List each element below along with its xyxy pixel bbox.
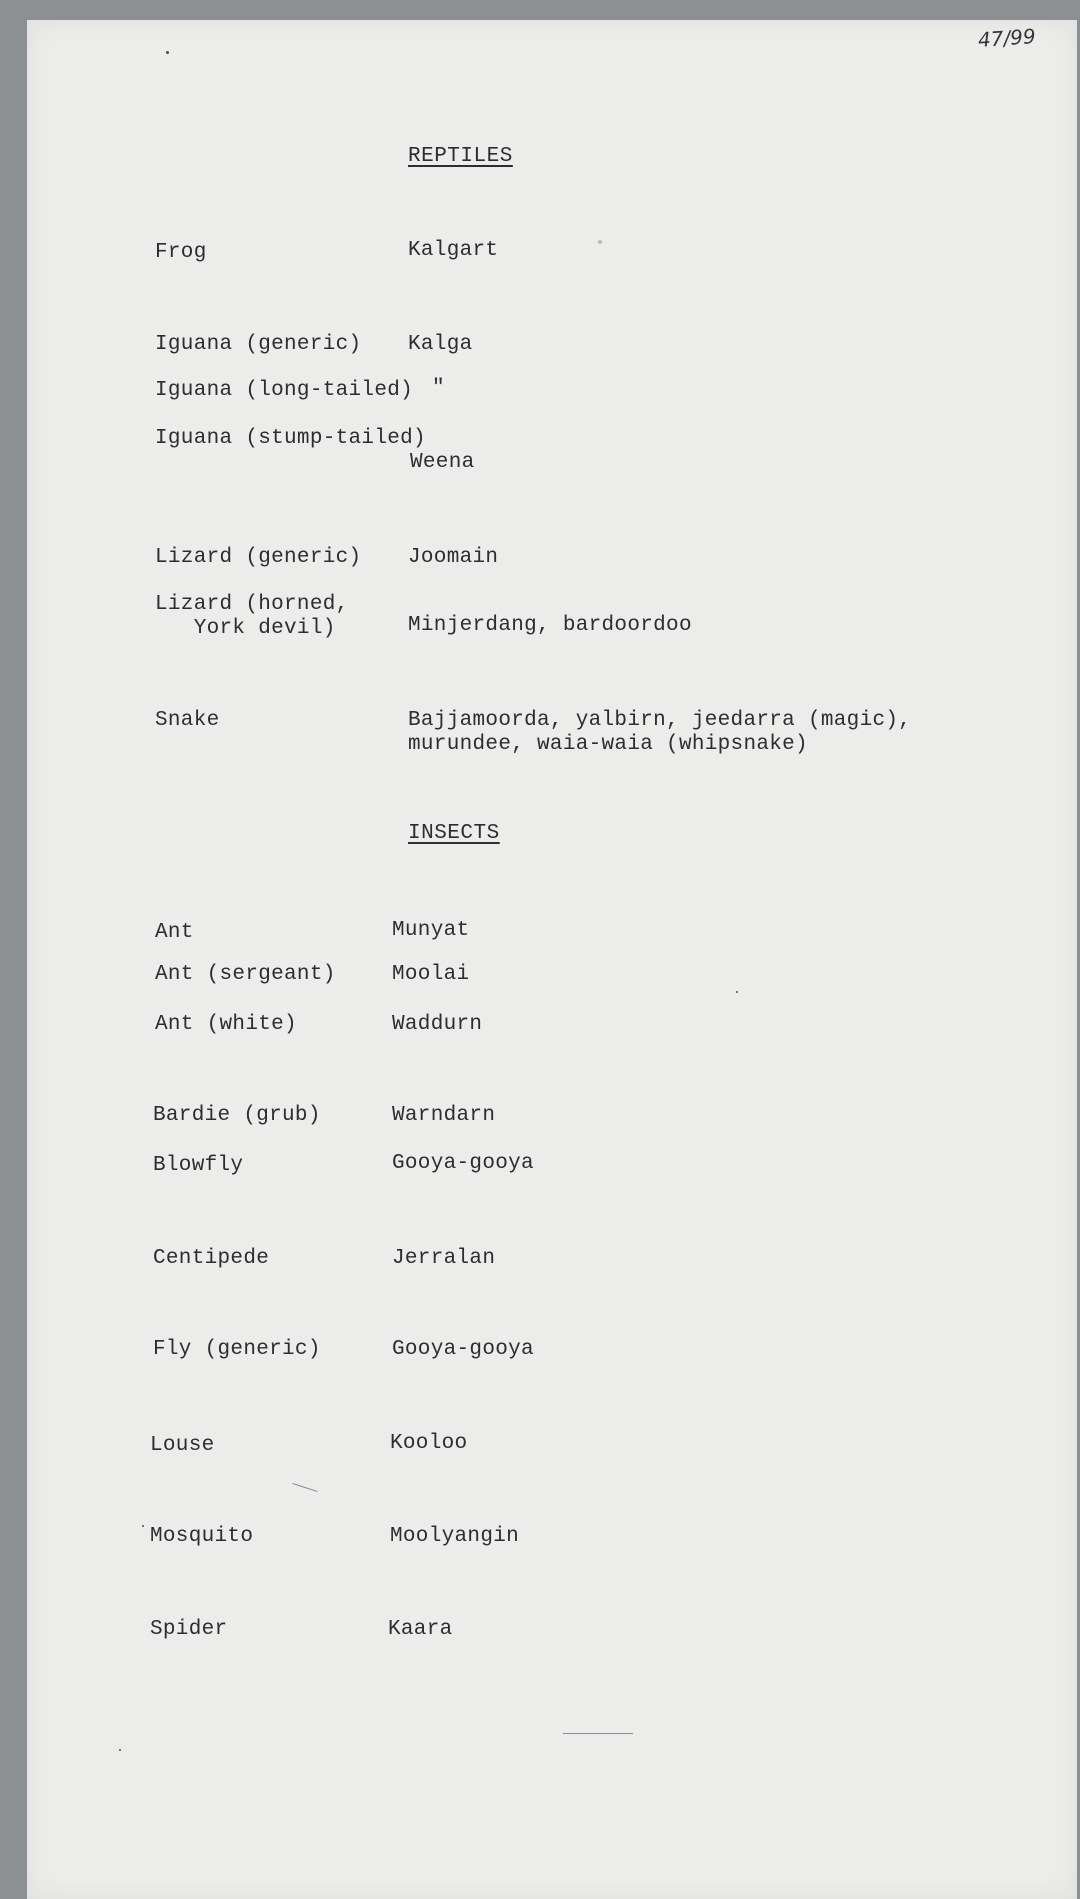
insect-term: Ant (sergeant) <box>155 963 336 986</box>
insect-word: Warndarn <box>392 1104 496 1127</box>
insect-term: Centipede <box>153 1247 270 1270</box>
reptile-term: Snake <box>155 709 220 732</box>
insect-word: Gooya-gooya <box>392 1152 534 1175</box>
insect-word: Waddurn <box>392 1013 483 1036</box>
insect-word: Jerralan <box>392 1247 496 1270</box>
insect-word: Moolai <box>392 963 470 986</box>
insect-term: Spider <box>150 1618 228 1641</box>
paper-speck <box>142 1525 144 1527</box>
insect-term: Mosquito <box>150 1525 254 1548</box>
insect-term: Louse <box>150 1434 215 1457</box>
reptile-word: Bajjamoorda, yalbirn, jeedarra (magic), murundee, waia-waia (whipsnake) <box>408 709 912 756</box>
insect-word: Gooya-gooya <box>392 1338 534 1361</box>
insect-term: Blowfly <box>153 1154 244 1177</box>
insects-heading: INSECTS <box>408 822 500 845</box>
insect-term: Ant (white) <box>155 1013 297 1036</box>
insect-word: Kaara <box>388 1618 453 1641</box>
paper-mark <box>563 1733 633 1734</box>
insect-word: Kooloo <box>390 1432 468 1455</box>
reptile-word: Kalgart <box>408 239 499 262</box>
reptile-word: Minjerdang, bardoordoo <box>408 614 692 637</box>
reptile-term: Iguana (long-tailed) <box>155 379 414 402</box>
paper-speck <box>119 1749 121 1751</box>
paper-speck <box>598 240 602 244</box>
reptile-term: Lizard (horned, York devil) <box>155 593 349 640</box>
insect-term: Ant <box>155 921 194 944</box>
insect-word: Munyat <box>392 919 470 942</box>
paper-speck <box>166 51 169 54</box>
reptile-term: Lizard (generic) <box>155 546 362 569</box>
reptile-word: Joomain <box>408 546 499 569</box>
reptile-word: " <box>432 377 445 400</box>
paper-speck <box>736 991 738 993</box>
page-number: 47/99 <box>977 24 1037 52</box>
reptile-term: Frog <box>155 241 207 264</box>
insect-term: Fly (generic) <box>153 1338 321 1361</box>
reptile-word: Weena <box>410 451 475 474</box>
reptile-term: Iguana (stump-tailed) <box>155 427 426 450</box>
insect-term: Bardie (grub) <box>153 1104 321 1127</box>
insect-word: Moolyangin <box>390 1525 520 1548</box>
reptile-word: Kalga <box>408 333 473 356</box>
reptile-term: Iguana (generic) <box>155 333 362 356</box>
reptiles-heading: REPTILES <box>408 145 513 168</box>
